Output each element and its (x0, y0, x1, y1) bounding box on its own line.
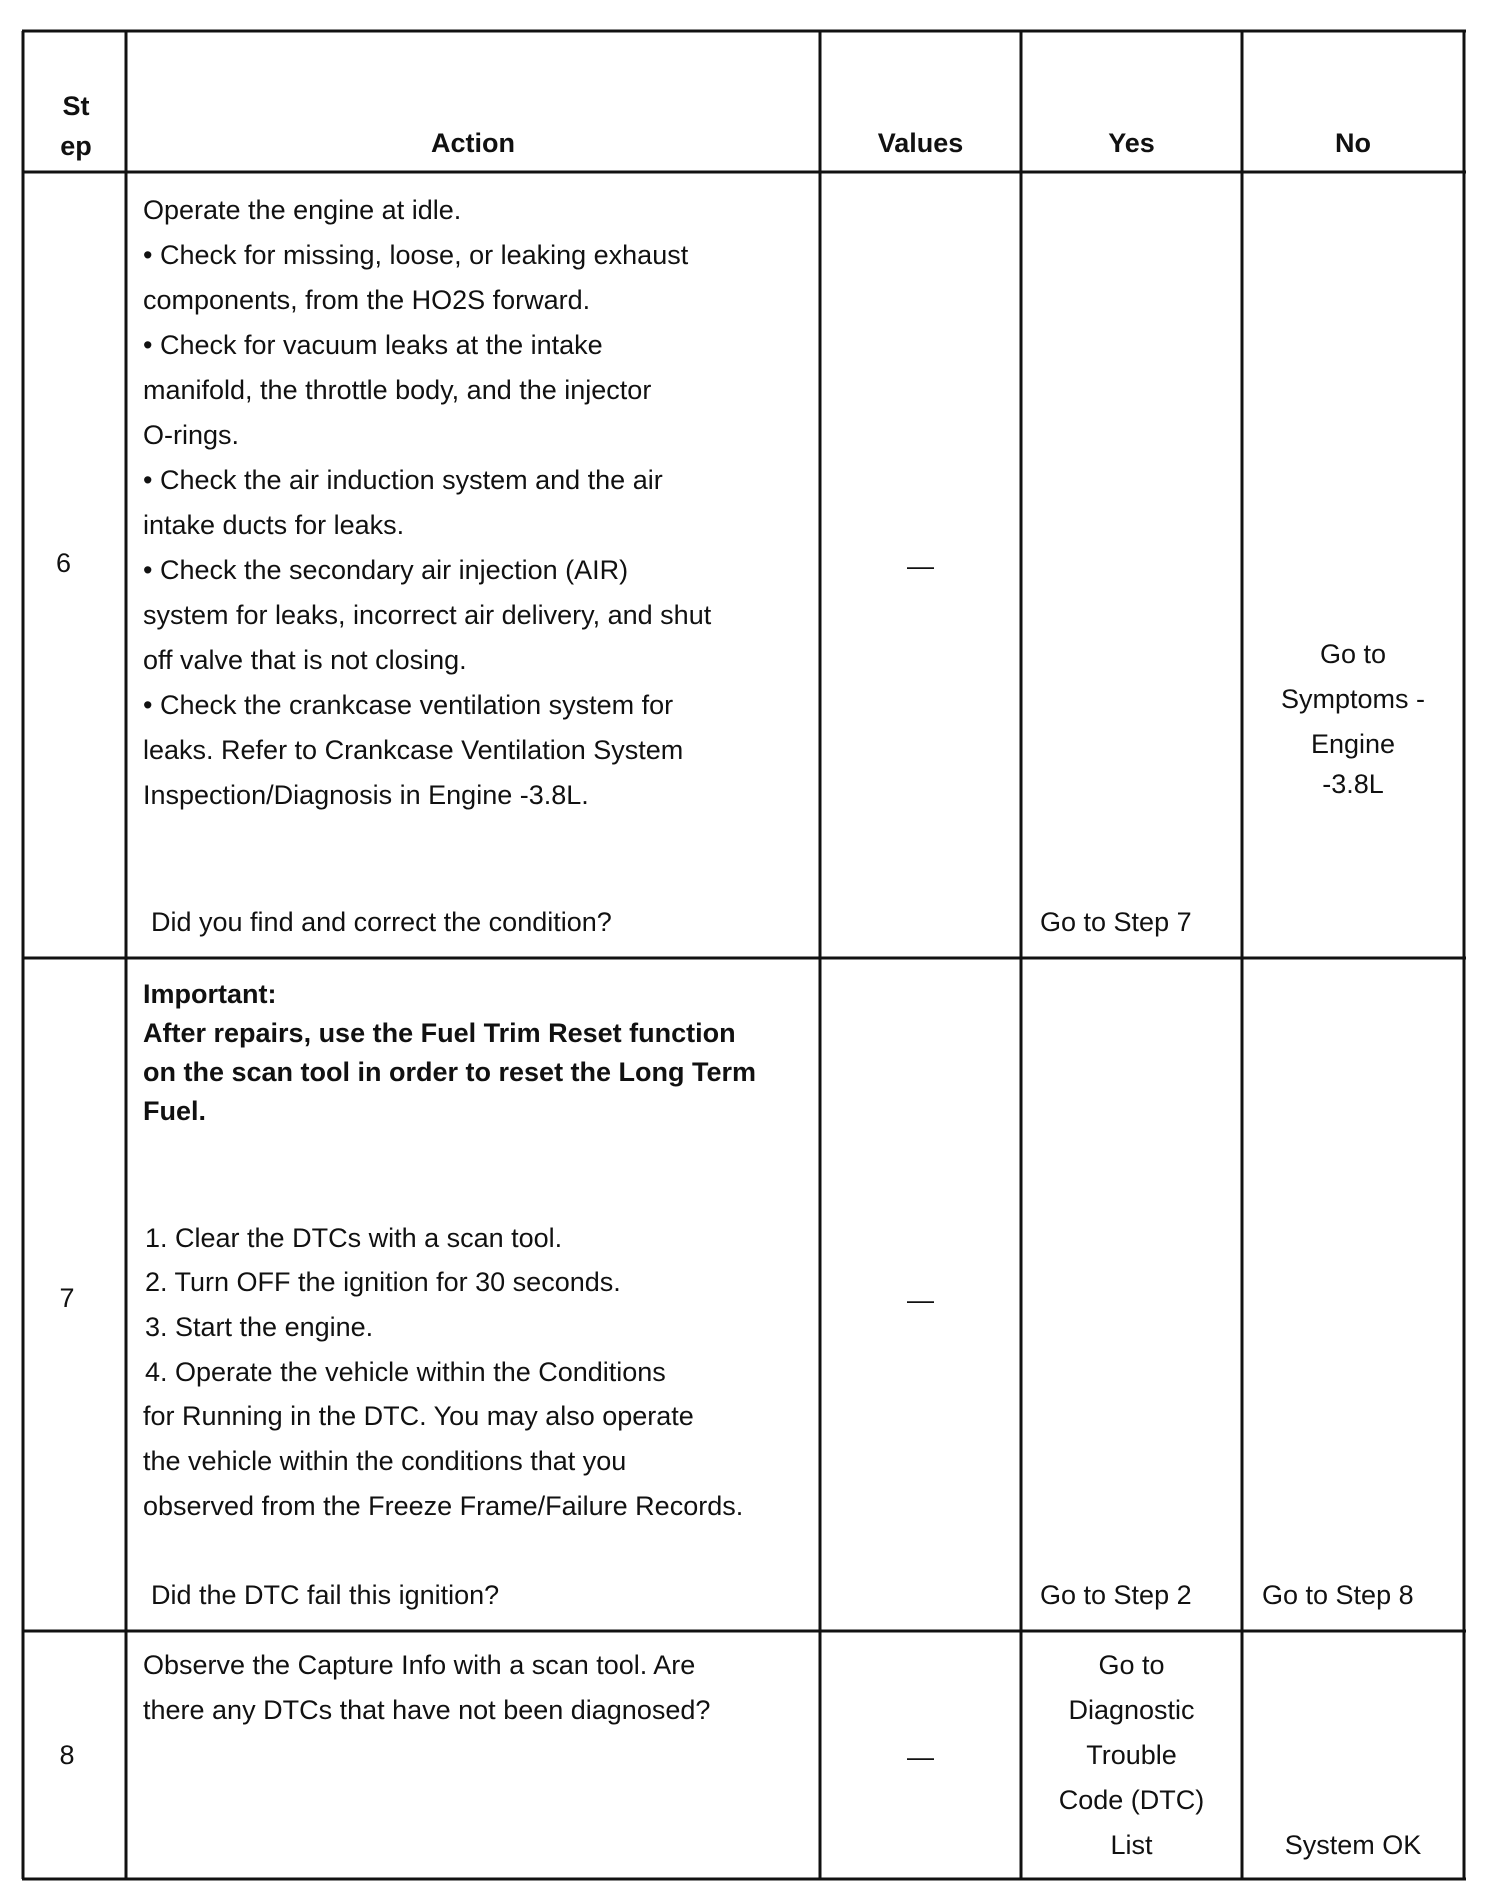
action-line: off valve that is not closing. (143, 645, 467, 675)
no-line: Go to (1319, 639, 1387, 669)
yes-line: Diagnostic (1068, 1695, 1195, 1725)
action-line: 4. Operate the vehicle within the Conditions (145, 1357, 666, 1387)
header-step-line2: ep (60, 131, 92, 161)
values-cell: — (907, 1742, 934, 1772)
header-step (26, 86, 126, 166)
action-line: 3. Start the engine. (145, 1312, 374, 1342)
action-line: leaks. Refer to Crankcase Ventilation System (143, 735, 684, 765)
action-line: • Check the air induction system and the air (143, 465, 663, 495)
action-line: 2. Turn OFF the ignition for 30 seconds. (145, 1267, 621, 1297)
important-line: Important: (143, 979, 277, 1009)
action-line: • Check for missing, loose, or leaking exhaust (143, 240, 689, 270)
no-line: Symptoms - (1280, 684, 1426, 714)
step-number: 6 (55, 548, 72, 578)
header-values: Values (877, 128, 964, 158)
action-line: manifold, the throttle body, and the injector (143, 375, 652, 405)
action-line: intake ducts for leaks. (143, 510, 405, 540)
action-line: • Check the secondary air injection (AIR) (143, 555, 629, 585)
important-line: Fuel. (143, 1096, 207, 1126)
action-line: observed from the Freeze Frame/Failure Records. (143, 1491, 744, 1521)
action-line: there any DTCs that have not been diagnosed? (143, 1695, 711, 1725)
action-line: the vehicle within the conditions that you (143, 1446, 627, 1476)
action-line: O-rings. (143, 420, 240, 450)
yes-line: Trouble (1086, 1740, 1177, 1770)
important-line: on the scan tool in order to reset the Long Term (143, 1057, 757, 1087)
action-line: components, from the HO2S forward. (143, 285, 591, 315)
header-step-line1: St (62, 91, 90, 121)
action-line: Operate the engine at idle. (143, 195, 462, 225)
values-cell: — (907, 551, 934, 581)
action-line: Observe the Capture Info with a scan tool. Are (143, 1650, 696, 1680)
yes-cell: Go to Step 2 (1040, 1580, 1192, 1610)
header-action: Action (431, 128, 515, 158)
action-line: • Check for vacuum leaks at the intake (143, 330, 603, 360)
header-no: No (1335, 128, 1371, 158)
question-text: Did you find and correct the condition? (151, 907, 612, 937)
action-line: • Check the crankcase ventilation system for (143, 690, 674, 720)
yes-line: Code (DTC) (1058, 1785, 1205, 1815)
action-line: for Running in the DTC. You may also operate (143, 1401, 694, 1431)
step-number: 7 (59, 1283, 75, 1313)
no-cell: Go to Step 8 (1262, 1580, 1414, 1610)
no-line: -3.8L (1322, 769, 1384, 799)
no-line: Engine (1310, 729, 1396, 759)
action-line: Inspection/Diagnosis in Engine -3.8L. (143, 780, 589, 810)
values-cell: — (907, 1285, 934, 1315)
header-yes: Yes (1108, 128, 1155, 158)
step-number: 8 (59, 1740, 75, 1770)
yes-line: List (1110, 1830, 1153, 1860)
action-line: 1. Clear the DTCs with a scan tool. (145, 1223, 563, 1253)
no-cell: System OK (1284, 1830, 1422, 1860)
question-text: Did the DTC fail this ignition? (151, 1580, 500, 1610)
yes-cell: Go to Step 7 (1040, 907, 1192, 937)
action-line: system for leaks, incorrect air delivery, and shut (143, 600, 712, 630)
yes-line: Go to (1098, 1650, 1165, 1680)
important-line: After repairs, use the Fuel Trim Reset function (143, 1018, 736, 1048)
